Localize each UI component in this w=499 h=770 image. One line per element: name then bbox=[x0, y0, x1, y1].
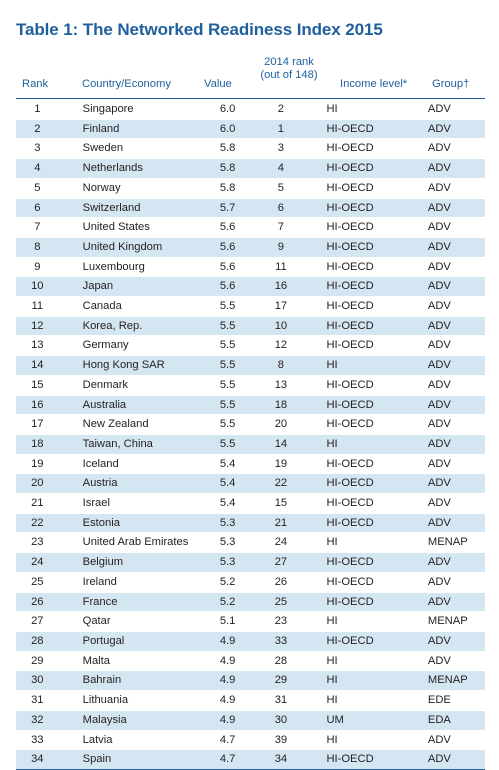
cell-prev-rank: 19 bbox=[245, 454, 316, 474]
cell-prev-rank: 5 bbox=[245, 178, 316, 198]
cell-value: 5.8 bbox=[195, 159, 246, 179]
cell-income-level: HI-OECD bbox=[316, 277, 413, 297]
cell-income-level: HI bbox=[316, 533, 413, 553]
cell-prev-rank: 11 bbox=[245, 257, 316, 277]
cell-income-level: HI bbox=[316, 434, 413, 454]
ranking-table bbox=[16, 99, 485, 769]
table-row bbox=[16, 710, 485, 730]
table-row bbox=[16, 572, 485, 592]
header-value: Value bbox=[204, 78, 232, 90]
cell-value: 4.9 bbox=[195, 710, 246, 730]
cell-group: ADV bbox=[414, 178, 485, 198]
cell-group: ADV bbox=[414, 494, 485, 514]
cell-value: 4.7 bbox=[195, 750, 246, 769]
cell-income-level: HI bbox=[316, 651, 413, 671]
table-row bbox=[16, 730, 485, 750]
cell-group: ADV bbox=[414, 553, 485, 573]
cell-prev-rank: 20 bbox=[245, 415, 316, 435]
cell-rank: 11 bbox=[16, 297, 59, 317]
cell-prev-rank: 24 bbox=[245, 533, 316, 553]
cell-country: Estonia bbox=[59, 513, 195, 533]
cell-country: Switzerland bbox=[59, 198, 195, 218]
cell-prev-rank: 25 bbox=[245, 592, 316, 612]
table-body bbox=[16, 100, 485, 769]
cell-group: ADV bbox=[414, 100, 485, 120]
cell-rank: 31 bbox=[16, 691, 59, 711]
cell-income-level: HI-OECD bbox=[316, 395, 413, 415]
cell-country: Israel bbox=[59, 494, 195, 514]
cell-income-level: HI-OECD bbox=[316, 297, 413, 317]
cell-country: Hong Kong SAR bbox=[59, 356, 195, 376]
cell-group: ADV bbox=[414, 395, 485, 415]
cell-group: ADV bbox=[414, 356, 485, 376]
cell-group: ADV bbox=[414, 277, 485, 297]
cell-country: Korea, Rep. bbox=[59, 316, 195, 336]
header-prev-rank bbox=[254, 56, 324, 82]
cell-value: 5.6 bbox=[195, 257, 246, 277]
cell-rank: 28 bbox=[16, 631, 59, 651]
cell-group: ADV bbox=[414, 631, 485, 651]
cell-rank: 20 bbox=[16, 474, 59, 494]
cell-income-level: HI-OECD bbox=[316, 631, 413, 651]
table-row bbox=[16, 494, 485, 514]
cell-income-level: HI bbox=[316, 671, 413, 691]
cell-income-level: HI-OECD bbox=[316, 119, 413, 139]
cell-prev-rank: 13 bbox=[245, 375, 316, 395]
cell-country: Norway bbox=[59, 178, 195, 198]
cell-prev-rank: 3 bbox=[245, 139, 316, 159]
cell-value: 5.7 bbox=[195, 198, 246, 218]
table-row bbox=[16, 750, 485, 769]
table-row bbox=[16, 375, 485, 395]
cell-value: 5.6 bbox=[195, 277, 246, 297]
cell-income-level: HI-OECD bbox=[316, 257, 413, 277]
cell-group: ADV bbox=[414, 651, 485, 671]
cell-value: 5.5 bbox=[195, 297, 246, 317]
cell-country: Australia bbox=[59, 395, 195, 415]
cell-rank: 16 bbox=[16, 395, 59, 415]
cell-group: ADV bbox=[414, 316, 485, 336]
cell-rank: 34 bbox=[16, 750, 59, 769]
cell-country: Singapore bbox=[59, 100, 195, 120]
cell-value: 4.9 bbox=[195, 631, 246, 651]
cell-prev-rank: 12 bbox=[245, 336, 316, 356]
cell-income-level: HI bbox=[316, 730, 413, 750]
cell-group: ADV bbox=[414, 730, 485, 750]
cell-rank: 17 bbox=[16, 415, 59, 435]
cell-country: Japan bbox=[59, 277, 195, 297]
cell-country: Lithuania bbox=[59, 691, 195, 711]
cell-rank: 10 bbox=[16, 277, 59, 297]
cell-prev-rank: 31 bbox=[245, 691, 316, 711]
cell-value: 5.6 bbox=[195, 237, 246, 257]
cell-rank: 19 bbox=[16, 454, 59, 474]
table-title: Table 1: The Networked Readiness Index 2015 bbox=[16, 20, 383, 39]
cell-value: 5.4 bbox=[195, 494, 246, 514]
cell-country: Belgium bbox=[59, 553, 195, 573]
cell-country: Latvia bbox=[59, 730, 195, 750]
cell-income-level: HI-OECD bbox=[316, 159, 413, 179]
cell-rank: 12 bbox=[16, 316, 59, 336]
cell-group: ADV bbox=[414, 218, 485, 238]
cell-value: 5.5 bbox=[195, 395, 246, 415]
cell-value: 5.2 bbox=[195, 592, 246, 612]
cell-prev-rank: 29 bbox=[245, 671, 316, 691]
cell-prev-rank: 18 bbox=[245, 395, 316, 415]
cell-income-level: HI-OECD bbox=[316, 750, 413, 769]
cell-prev-rank: 30 bbox=[245, 710, 316, 730]
cell-income-level: HI bbox=[316, 100, 413, 120]
cell-value: 6.0 bbox=[195, 119, 246, 139]
table-header bbox=[16, 52, 485, 99]
cell-value: 5.6 bbox=[195, 218, 246, 238]
cell-prev-rank: 2 bbox=[245, 100, 316, 120]
cell-prev-rank: 6 bbox=[245, 198, 316, 218]
cell-value: 5.5 bbox=[195, 375, 246, 395]
cell-value: 5.8 bbox=[195, 139, 246, 159]
cell-income-level: HI-OECD bbox=[316, 375, 413, 395]
cell-group: ADV bbox=[414, 434, 485, 454]
header-country: Country/Economy bbox=[82, 78, 171, 90]
cell-group: ADV bbox=[414, 375, 485, 395]
cell-country: Portugal bbox=[59, 631, 195, 651]
cell-income-level: HI-OECD bbox=[316, 139, 413, 159]
cell-income-level: HI-OECD bbox=[316, 454, 413, 474]
cell-group: ADV bbox=[414, 237, 485, 257]
cell-income-level: HI-OECD bbox=[316, 513, 413, 533]
cell-country: France bbox=[59, 592, 195, 612]
cell-prev-rank: 21 bbox=[245, 513, 316, 533]
cell-value: 5.8 bbox=[195, 178, 246, 198]
cell-prev-rank: 23 bbox=[245, 612, 316, 632]
table-row bbox=[16, 651, 485, 671]
cell-income-level: HI-OECD bbox=[316, 572, 413, 592]
cell-value: 5.2 bbox=[195, 572, 246, 592]
cell-group: ADV bbox=[414, 257, 485, 277]
cell-value: 5.3 bbox=[195, 513, 246, 533]
cell-income-level: HI-OECD bbox=[316, 494, 413, 514]
cell-rank: 30 bbox=[16, 671, 59, 691]
table-row bbox=[16, 198, 485, 218]
table-row bbox=[16, 533, 485, 553]
cell-rank: 25 bbox=[16, 572, 59, 592]
cell-country: United Arab Emirates bbox=[59, 533, 195, 553]
cell-country: United Kingdom bbox=[59, 237, 195, 257]
table-row bbox=[16, 100, 485, 120]
cell-rank: 13 bbox=[16, 336, 59, 356]
header-income: Income level* bbox=[340, 78, 408, 90]
cell-income-level: UM bbox=[316, 710, 413, 730]
table-row bbox=[16, 139, 485, 159]
table-row bbox=[16, 612, 485, 632]
cell-rank: 23 bbox=[16, 533, 59, 553]
cell-prev-rank: 33 bbox=[245, 631, 316, 651]
cell-country: Iceland bbox=[59, 454, 195, 474]
table-row bbox=[16, 671, 485, 691]
cell-country: Malaysia bbox=[59, 710, 195, 730]
cell-prev-rank: 17 bbox=[245, 297, 316, 317]
cell-rank: 21 bbox=[16, 494, 59, 514]
cell-prev-rank: 8 bbox=[245, 356, 316, 376]
cell-value: 6.0 bbox=[195, 100, 246, 120]
table-row bbox=[16, 434, 485, 454]
cell-value: 5.1 bbox=[195, 612, 246, 632]
cell-country: Sweden bbox=[59, 139, 195, 159]
cell-rank: 5 bbox=[16, 178, 59, 198]
table-row bbox=[16, 257, 485, 277]
cell-prev-rank: 26 bbox=[245, 572, 316, 592]
table-row bbox=[16, 395, 485, 415]
cell-prev-rank: 15 bbox=[245, 494, 316, 514]
header-prev-rank-line2: (out of 148) bbox=[260, 69, 318, 81]
cell-rank: 33 bbox=[16, 730, 59, 750]
cell-group: ADV bbox=[414, 336, 485, 356]
cell-prev-rank: 1 bbox=[245, 119, 316, 139]
table-row bbox=[16, 513, 485, 533]
cell-prev-rank: 14 bbox=[245, 434, 316, 454]
table-row bbox=[16, 297, 485, 317]
table-row bbox=[16, 553, 485, 573]
cell-prev-rank: 10 bbox=[245, 316, 316, 336]
table-row bbox=[16, 415, 485, 435]
cell-prev-rank: 4 bbox=[245, 159, 316, 179]
cell-group: MENAP bbox=[414, 612, 485, 632]
cell-value: 5.5 bbox=[195, 336, 246, 356]
cell-rank: 22 bbox=[16, 513, 59, 533]
cell-country: Bahrain bbox=[59, 671, 195, 691]
cell-rank: 29 bbox=[16, 651, 59, 671]
cell-value: 5.3 bbox=[195, 553, 246, 573]
table-row bbox=[16, 159, 485, 179]
cell-country: Canada bbox=[59, 297, 195, 317]
cell-prev-rank: 16 bbox=[245, 277, 316, 297]
cell-group: ADV bbox=[414, 198, 485, 218]
cell-value: 5.5 bbox=[195, 415, 246, 435]
cell-group: ADV bbox=[414, 139, 485, 159]
cell-value: 5.5 bbox=[195, 434, 246, 454]
cell-group: ADV bbox=[414, 572, 485, 592]
cell-group: MENAP bbox=[414, 671, 485, 691]
cell-rank: 14 bbox=[16, 356, 59, 376]
cell-group: ADV bbox=[414, 119, 485, 139]
cell-country: New Zealand bbox=[59, 415, 195, 435]
table-row bbox=[16, 316, 485, 336]
cell-value: 5.3 bbox=[195, 533, 246, 553]
table-row bbox=[16, 178, 485, 198]
cell-rank: 15 bbox=[16, 375, 59, 395]
cell-value: 4.7 bbox=[195, 730, 246, 750]
cell-country: Qatar bbox=[59, 612, 195, 632]
cell-group: ADV bbox=[414, 592, 485, 612]
cell-country: Taiwan, China bbox=[59, 434, 195, 454]
cell-rank: 27 bbox=[16, 612, 59, 632]
header-group: Group† bbox=[432, 78, 470, 90]
cell-group: ADV bbox=[414, 513, 485, 533]
table-row bbox=[16, 631, 485, 651]
cell-income-level: HI-OECD bbox=[316, 553, 413, 573]
cell-value: 5.5 bbox=[195, 316, 246, 336]
cell-country: Austria bbox=[59, 474, 195, 494]
cell-rank: 6 bbox=[16, 198, 59, 218]
cell-value: 4.9 bbox=[195, 691, 246, 711]
cell-prev-rank: 28 bbox=[245, 651, 316, 671]
cell-value: 5.4 bbox=[195, 474, 246, 494]
cell-prev-rank: 39 bbox=[245, 730, 316, 750]
cell-group: ADV bbox=[414, 415, 485, 435]
cell-rank: 2 bbox=[16, 119, 59, 139]
cell-prev-rank: 7 bbox=[245, 218, 316, 238]
cell-rank: 24 bbox=[16, 553, 59, 573]
cell-group: MENAP bbox=[414, 533, 485, 553]
cell-rank: 8 bbox=[16, 237, 59, 257]
cell-value: 4.9 bbox=[195, 651, 246, 671]
cell-rank: 1 bbox=[16, 100, 59, 120]
cell-income-level: HI-OECD bbox=[316, 474, 413, 494]
table-row bbox=[16, 119, 485, 139]
cell-income-level: HI-OECD bbox=[316, 237, 413, 257]
cell-rank: 18 bbox=[16, 434, 59, 454]
cell-income-level: HI bbox=[316, 356, 413, 376]
cell-group: ADV bbox=[414, 750, 485, 769]
table-row bbox=[16, 277, 485, 297]
table-row bbox=[16, 474, 485, 494]
cell-income-level: HI-OECD bbox=[316, 592, 413, 612]
cell-value: 5.5 bbox=[195, 356, 246, 376]
cell-country: Malta bbox=[59, 651, 195, 671]
cell-country: Denmark bbox=[59, 375, 195, 395]
cell-country: Germany bbox=[59, 336, 195, 356]
table-row bbox=[16, 218, 485, 238]
header-rank: Rank bbox=[22, 78, 49, 90]
cell-prev-rank: 27 bbox=[245, 553, 316, 573]
cell-income-level: HI-OECD bbox=[316, 218, 413, 238]
cell-value: 5.4 bbox=[195, 454, 246, 474]
cell-value: 4.9 bbox=[195, 671, 246, 691]
cell-country: Luxembourg bbox=[59, 257, 195, 277]
cell-country: Netherlands bbox=[59, 159, 195, 179]
cell-income-level: HI bbox=[316, 612, 413, 632]
table-row bbox=[16, 356, 485, 376]
cell-prev-rank: 34 bbox=[245, 750, 316, 769]
table-row bbox=[16, 691, 485, 711]
cell-prev-rank: 9 bbox=[245, 237, 316, 257]
cell-rank: 4 bbox=[16, 159, 59, 179]
cell-rank: 3 bbox=[16, 139, 59, 159]
cell-group: ADV bbox=[414, 297, 485, 317]
cell-income-level: HI-OECD bbox=[316, 415, 413, 435]
cell-prev-rank: 22 bbox=[245, 474, 316, 494]
cell-country: Finland bbox=[59, 119, 195, 139]
cell-group: EDE bbox=[414, 691, 485, 711]
cell-income-level: HI-OECD bbox=[316, 178, 413, 198]
table-row bbox=[16, 336, 485, 356]
cell-rank: 32 bbox=[16, 710, 59, 730]
cell-rank: 7 bbox=[16, 218, 59, 238]
cell-group: ADV bbox=[414, 474, 485, 494]
header-prev-rank-line1: 2014 rank bbox=[264, 56, 314, 68]
cell-income-level: HI-OECD bbox=[316, 316, 413, 336]
cell-income-level: HI bbox=[316, 691, 413, 711]
cell-rank: 9 bbox=[16, 257, 59, 277]
table-row bbox=[16, 592, 485, 612]
cell-group: ADV bbox=[414, 454, 485, 474]
cell-rank: 26 bbox=[16, 592, 59, 612]
cell-group: ADV bbox=[414, 159, 485, 179]
cell-income-level: HI-OECD bbox=[316, 336, 413, 356]
cell-country: Ireland bbox=[59, 572, 195, 592]
cell-group: EDA bbox=[414, 710, 485, 730]
cell-income-level: HI-OECD bbox=[316, 198, 413, 218]
table-row bbox=[16, 454, 485, 474]
cell-country: Spain bbox=[59, 750, 195, 769]
cell-country: United States bbox=[59, 218, 195, 238]
table-row bbox=[16, 237, 485, 257]
